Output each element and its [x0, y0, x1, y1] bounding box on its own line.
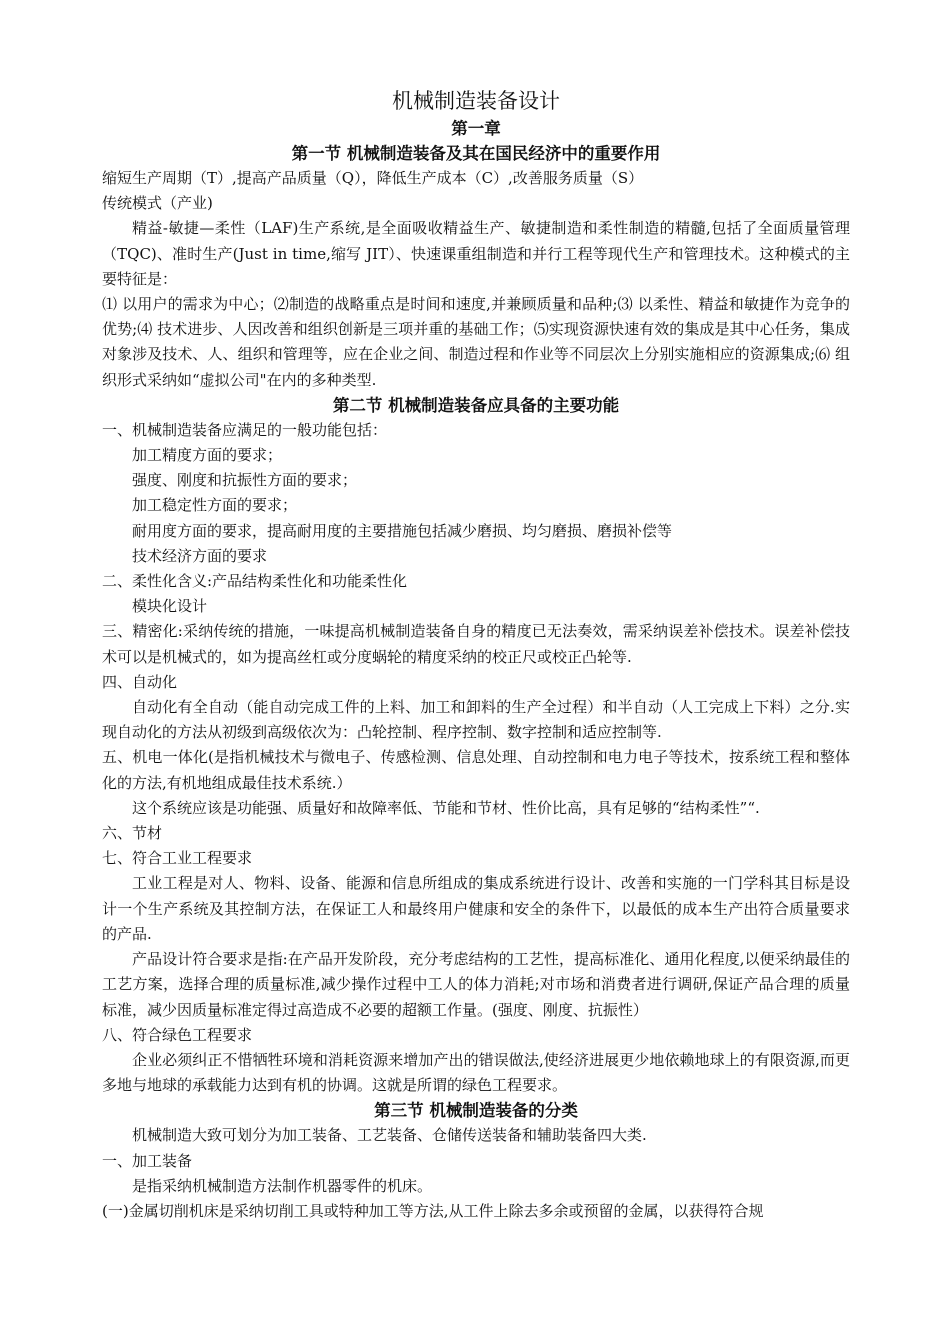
list-item: 加工精度方面的要求；: [132, 446, 283, 465]
paragraph: 这个系统应该是功能强、质量好和故障率低、节能和节材、性价比高，具有足够的“结构柔性”“.: [132, 798, 760, 817]
list-item: 一、加工装备: [102, 1151, 193, 1170]
list-item: 一、机械制造装备应满足的一般功能包括：: [102, 420, 388, 439]
document-page: [102, 86, 850, 1224]
document-title: 机械制造装备设计: [392, 89, 560, 113]
list-item: 耐用度方面的要求，提高耐用度的主要措施包括减少磨损、均匀磨损、磨损补偿等: [132, 521, 673, 540]
paragraph: 工业工程是对人、物料、设备、能源和信息所组成的集成系统进行设计、改善和实施的一门学科其目标是设计一个生产系统及其控制方法，在保证工人和最终用户健康和安全的条件下，以最低的成本生产出符合质量要求的产品.: [102, 874, 850, 943]
paragraph: 自动化有全自动（能自动完成工件的上料、加工和卸料的生产全过程）和半自动（人工完成上下料）之分.实现自动化的方法从初级到高级依次为：凸轮控制、程序控制、数字控制和适应控制等.: [102, 698, 850, 742]
paragraph: 传统模式（产业): [102, 194, 213, 213]
list-item: 加工稳定性方面的要求；: [132, 496, 298, 515]
list-item: 强度、刚度和抗振性方面的要求；: [132, 471, 358, 490]
section-3-heading: 第三节 机械制造装备的分类: [374, 1101, 578, 1121]
paragraph: ⑴ 以用户的需求为中心；⑵制造的战略重点是时间和速度,并兼顾质量和品种;⑶ 以柔性、精益和敏捷作为竞争的优势;⑷ 技术进步、人因改善和组织创新是三项并重的基础工作；⑸实现资源快速有效的集成是其中心任务，集成对象涉及技术、人、组织和管理等，应在企业之间、制造过程和作业等不同层次上分别实施相应的资源集成;⑹ 组织形式采纳如“虚拟公司"在内的多种类型.: [102, 295, 850, 389]
paragraph: 三、精密化:采纳传统的措施，一味提高机械制造装备自身的精度已无法奏效，需采纳误差补偿技术。误差补偿技术可以是机械式的，如为提高丝杠或分度蜗轮的精度采纳的校正尺或校正凸轮等.: [102, 622, 850, 666]
paragraph: 产品设计符合要求是指:在产品开发阶段，充分考虑结构的工艺性，提高标准化、通用化程度,以便采纳最佳的工艺方案，选择合理的质量标准,减少操作过程中工人的体力消耗;对市场和消费者进行调研,保证产品合理的质量标准，减少因质量标准定得过高造成不必要的超额工作量。(强度、刚度、抗振性）: [102, 950, 850, 1019]
list-item: 八、符合绿色工程要求: [102, 1025, 253, 1044]
paragraph: 缩短生产周期（T）,提高产品质量（Q），降低生产成本（C）,改善服务质量（S）: [102, 169, 644, 187]
paragraph: 企业必须纠正不惜牺牲环境和消耗资源来增加产出的错误做法,使经济进展更少地依赖地球上的有限资源,而更多地与地球的承载能力达到有机的协调。这就是所谓的绿色工程要求。: [102, 1050, 850, 1095]
paragraph: (一)金属切削机床是采纳切削工具或特种加工等方法,从工件上除去多余或预留的金属，以获得符合规: [102, 1201, 764, 1220]
paragraph: 机械制造大致可划分为加工装备、工艺装备、仓储传送装备和辅助装备四大类.: [132, 1126, 647, 1145]
list-item: 技术经济方面的要求: [132, 546, 268, 565]
list-item: 七、符合工业工程要求: [102, 849, 253, 868]
section-2-heading: 第二节 机械制造装备应具备的主要功能: [332, 395, 620, 415]
list-item: 四、自动化: [102, 672, 178, 691]
list-item: 六、节材: [102, 824, 163, 843]
paragraph: 五、机电一体化(是指机械技术与微电子、传感检测、信息处理、自动控制和电力电子等技术，按系统工程和整体化的方法,有机地组成最佳技术系统.）: [102, 748, 850, 792]
section-1-heading: 第一节 机械制造装备及其在国民经济中的重要作用: [291, 144, 661, 163]
paragraph: 是指采纳机械制造方法制作机器零件的机床。: [132, 1176, 433, 1195]
chapter-heading: 第一章: [451, 119, 501, 138]
list-item: 模块化设计: [132, 597, 208, 616]
paragraph: 精益-敏捷—柔性（LAF)生产系统,是全面吸收精益生产、敏捷制造和柔性制造的精髓,包括了全面质量管理（TQC)、准时生产(Just in time,缩写 JIT）、快速课重组制造和并行工程等现代生产和管理技术。这种模式的主要特征是：: [102, 219, 850, 288]
list-item: 二、柔性化含义:产品结构柔性化和功能柔性化: [102, 572, 408, 591]
